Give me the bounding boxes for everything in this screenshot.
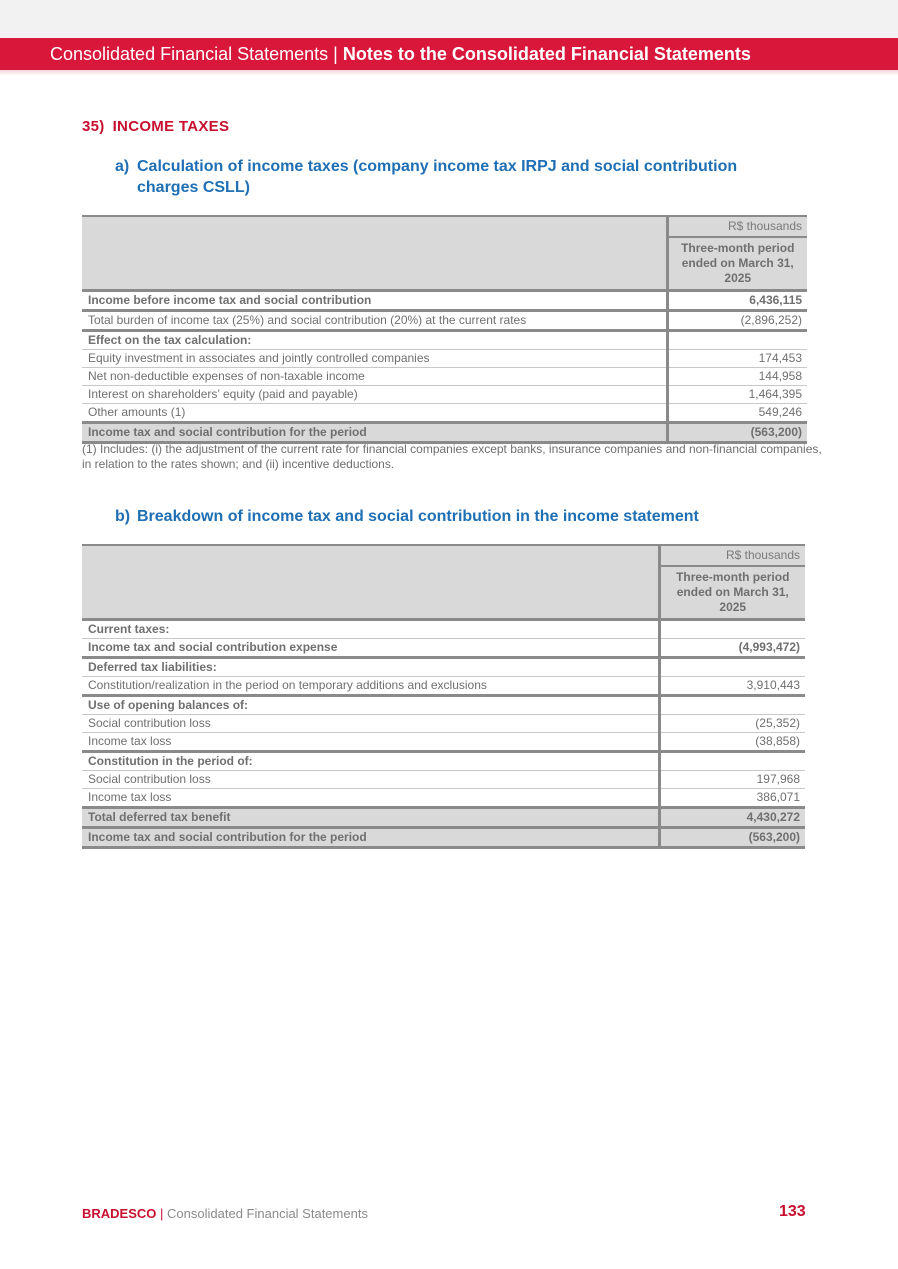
row-label: Equity investment in associates and jointly controlled companies — [82, 350, 667, 368]
row-value: 386,071 — [659, 789, 805, 808]
table-header-blank — [82, 216, 667, 291]
row-value: (25,352) — [659, 715, 805, 733]
table-row — [82, 715, 805, 733]
table-row — [82, 696, 805, 715]
row-value: (563,200) — [659, 828, 805, 848]
row-label: Use of opening balances of: — [82, 696, 659, 715]
footer-brand: BRADESCO — [82, 1206, 157, 1221]
column-header: Three-month period ended on March 31, 2025 — [667, 237, 807, 291]
row-label: Current taxes: — [82, 620, 659, 639]
row-value: 174,453 — [667, 350, 807, 368]
row-value: (563,200) — [667, 423, 807, 443]
table-row — [82, 404, 807, 423]
row-label: Net non-deductible expenses of non-taxable income — [82, 368, 667, 386]
row-value — [659, 620, 805, 639]
row-label: Income tax loss — [82, 789, 659, 808]
top-margin — [0, 0, 898, 38]
table-row — [82, 752, 805, 771]
subheading-a-letter: a) — [115, 158, 130, 175]
table-total-row — [82, 828, 805, 848]
column-header: Three-month period ended on March 31, 2025 — [659, 566, 805, 620]
footer-separator: | — [160, 1206, 164, 1221]
banner-separator: | — [333, 44, 338, 64]
row-value — [667, 331, 807, 350]
table-row — [82, 368, 807, 386]
row-value: 1,464,395 — [667, 386, 807, 404]
row-value: 549,246 — [667, 404, 807, 423]
row-label: Effect on the tax calculation: — [82, 331, 667, 350]
subheading-b-line1: Breakdown of income tax and social contribution in the income statement — [137, 508, 699, 525]
subheading-a — [115, 156, 815, 198]
income-tax-breakdown-table — [82, 544, 805, 849]
table-row — [82, 677, 805, 696]
row-label: Income before income tax and social contribution — [82, 291, 667, 311]
row-value — [659, 658, 805, 677]
row-label: Income tax and social contribution for the period — [82, 828, 659, 848]
subheading-b-letter: b) — [115, 508, 131, 525]
table-row — [82, 733, 805, 752]
row-value: 3,910,443 — [659, 677, 805, 696]
row-value — [659, 696, 805, 715]
section-title — [82, 118, 229, 135]
section-number: 35) — [82, 118, 105, 135]
table-row — [82, 620, 805, 639]
row-value: (2,896,252) — [667, 311, 807, 331]
row-value: 4,430,272 — [659, 808, 805, 828]
table-row — [82, 350, 807, 368]
footer — [82, 1206, 368, 1221]
header-banner — [0, 38, 898, 70]
row-label: Income tax and social contribution for the period — [82, 423, 667, 443]
row-label: Other amounts (1) — [82, 404, 667, 423]
table-row — [82, 291, 807, 311]
row-label: Deferred tax liabilities: — [82, 658, 659, 677]
subheading-a-line2: charges CSLL) — [137, 179, 250, 196]
footnote: (1) Includes: (i) the adjustment of the current rate for financial companies except banks, insurance companies and non-financial companies, in relation to the rates shown; and (ii) incentive deductions. — [82, 442, 822, 471]
page-number: 133 — [779, 1203, 806, 1220]
unit-label: R$ thousands — [659, 545, 805, 566]
table-header-row — [82, 216, 807, 237]
row-value: 144,958 — [667, 368, 807, 386]
row-value: 6,436,115 — [667, 291, 807, 311]
row-label: Constitution/realization in the period on temporary additions and exclusions — [82, 677, 659, 696]
row-value — [659, 752, 805, 771]
footer-text: Consolidated Financial Statements — [167, 1206, 368, 1221]
table-header-row — [82, 545, 805, 566]
table-row — [82, 789, 805, 808]
row-value: (38,858) — [659, 733, 805, 752]
table-row — [82, 386, 807, 404]
row-label: Income tax and social contribution expense — [82, 639, 659, 658]
banner-right-title: Notes to the Consolidated Financial Statements — [342, 44, 751, 64]
table-row — [82, 311, 807, 331]
table-total-row — [82, 423, 807, 443]
table-subtotal-row — [82, 808, 805, 828]
row-value: 197,968 — [659, 771, 805, 789]
row-label: Interest on shareholders’ equity (paid and payable) — [82, 386, 667, 404]
banner-left-title: Consolidated Financial Statements — [50, 44, 329, 64]
table-header-blank — [82, 545, 659, 620]
section-heading: INCOME TAXES — [112, 118, 230, 135]
banner-shadow — [0, 70, 898, 76]
subheading-a-line1: Calculation of income taxes (company income tax IRPJ and social contribution — [137, 158, 738, 175]
row-label: Social contribution loss — [82, 715, 659, 733]
row-value: (4,993,472) — [659, 639, 805, 658]
income-tax-calculation-table — [82, 215, 807, 444]
table-row — [82, 771, 805, 789]
table-row — [82, 658, 805, 677]
row-label: Constitution in the period of: — [82, 752, 659, 771]
row-label: Total deferred tax benefit — [82, 808, 659, 828]
row-label: Income tax loss — [82, 733, 659, 752]
row-label: Total burden of income tax (25%) and social contribution (20%) at the current rates — [82, 311, 667, 331]
subheading-b — [115, 506, 815, 527]
row-label: Social contribution loss — [82, 771, 659, 789]
table-row — [82, 639, 805, 658]
table-row — [82, 331, 807, 350]
unit-label: R$ thousands — [667, 216, 807, 237]
